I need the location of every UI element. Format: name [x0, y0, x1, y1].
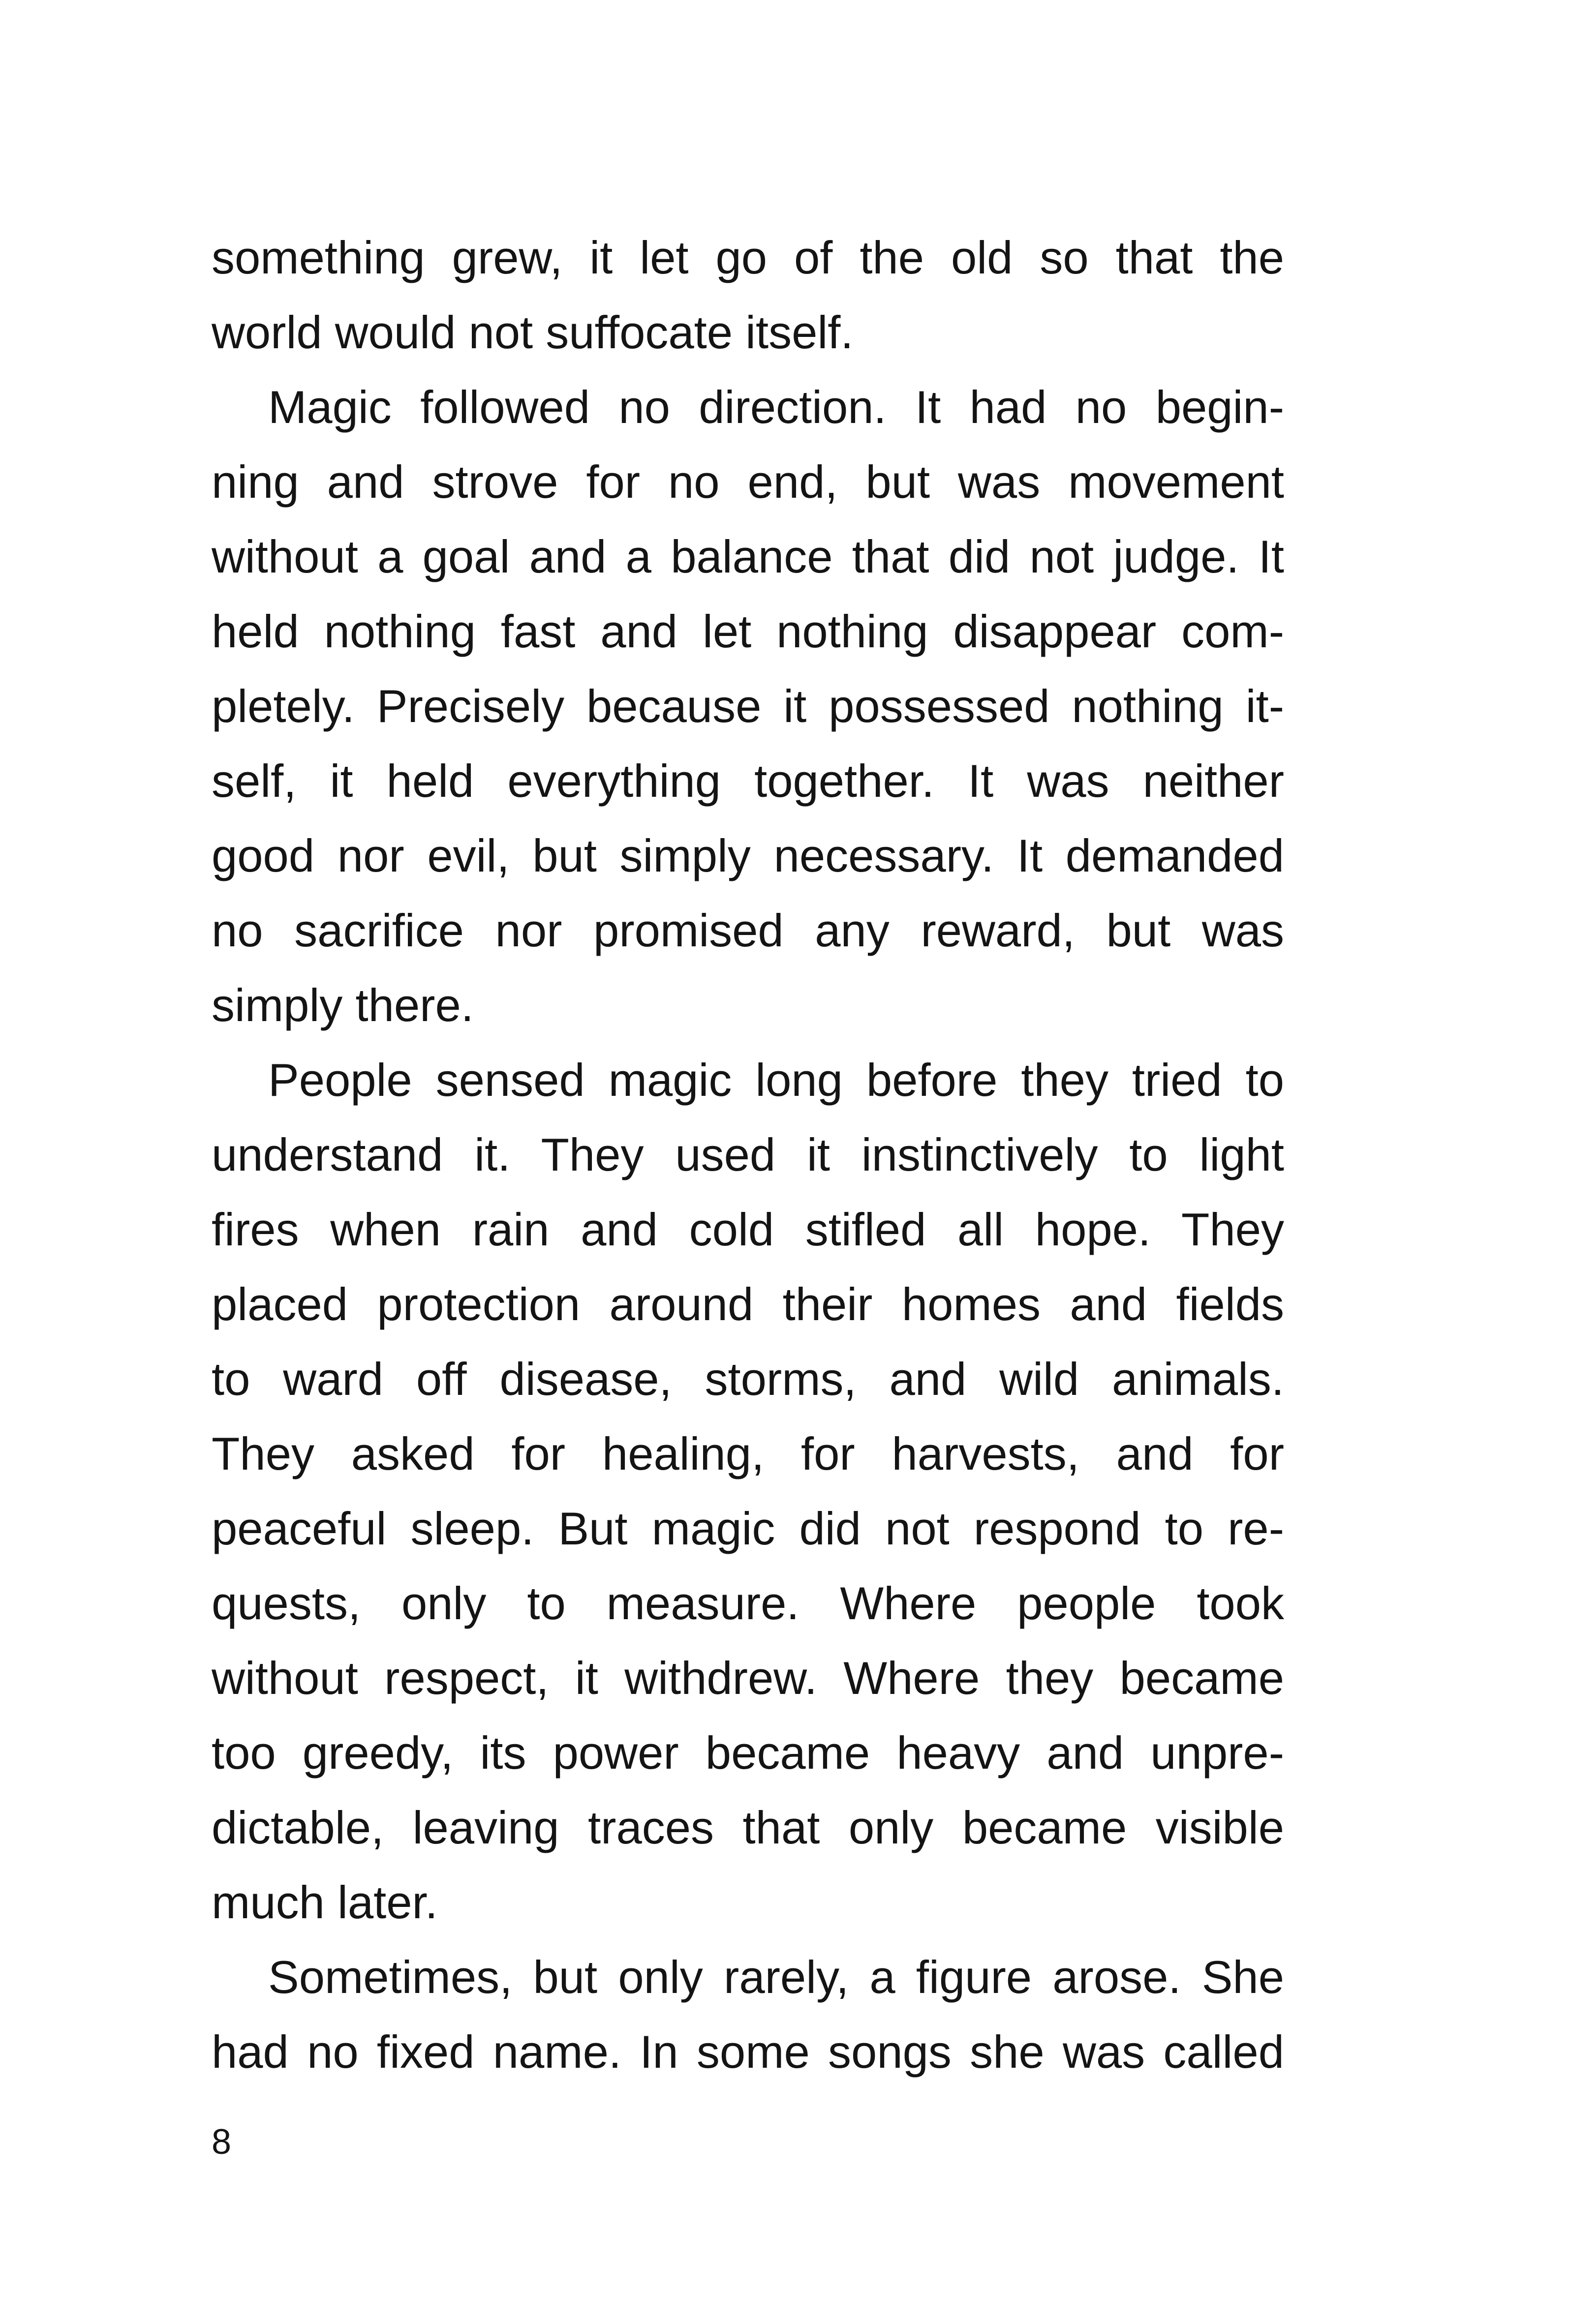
text-line: self, it held everything together. It was neither — [212, 755, 1284, 807]
text-line: They asked for healing, for harvests, and for — [212, 1428, 1284, 1479]
text-line: dictable, leaving traces that only became visible — [212, 1802, 1284, 1853]
text-line: ning and strove for no end, but was movement — [212, 456, 1284, 508]
text-line: held nothing fast and let nothing disappear com- — [212, 605, 1284, 657]
paragraph-first-line: People sensed magic long before they tried to — [268, 1054, 1284, 1106]
page-number: 8 — [212, 2122, 232, 2162]
text-line: placed protection around their homes and fields — [212, 1278, 1284, 1330]
text-line: without respect, it withdrew. Where they became — [212, 1652, 1284, 1704]
paragraph-first-line: Magic followed no direction. It had no begin- — [268, 381, 1284, 433]
text-line: good nor evil, but simply necessary. It demanded — [212, 830, 1284, 881]
text-line: too greedy, its power became heavy and unpre- — [212, 1727, 1284, 1779]
text-line: much later. — [212, 1876, 438, 1928]
text-line: to ward off disease, storms, and wild animals. — [212, 1353, 1284, 1405]
text-line: fires when rain and cold stifled all hope. They — [212, 1204, 1284, 1255]
text-line: no sacrifice nor promised any reward, but was — [212, 905, 1284, 956]
text-line: something grew, it let go of the old so that the — [212, 232, 1284, 283]
text-line: had no fixed name. In some songs she was called — [212, 2026, 1284, 2078]
text-line: understand it. They used it instinctively to light — [212, 1129, 1284, 1180]
text-line: pletely. Precisely because it possessed nothing it- — [212, 680, 1284, 732]
text-line: without a goal and a balance that did not judge. It — [212, 531, 1284, 582]
paragraph-first-line: Sometimes, but only rarely, a figure arose. She — [268, 1951, 1284, 2003]
body-text — [212, 220, 1284, 2089]
text-line: world would not suffocate itself. — [212, 306, 854, 358]
text-line: peaceful sleep. But magic did not respond to re- — [212, 1503, 1284, 1554]
text-line: quests, only to measure. Where people took — [212, 1577, 1284, 1629]
text-line: simply there. — [212, 979, 474, 1031]
